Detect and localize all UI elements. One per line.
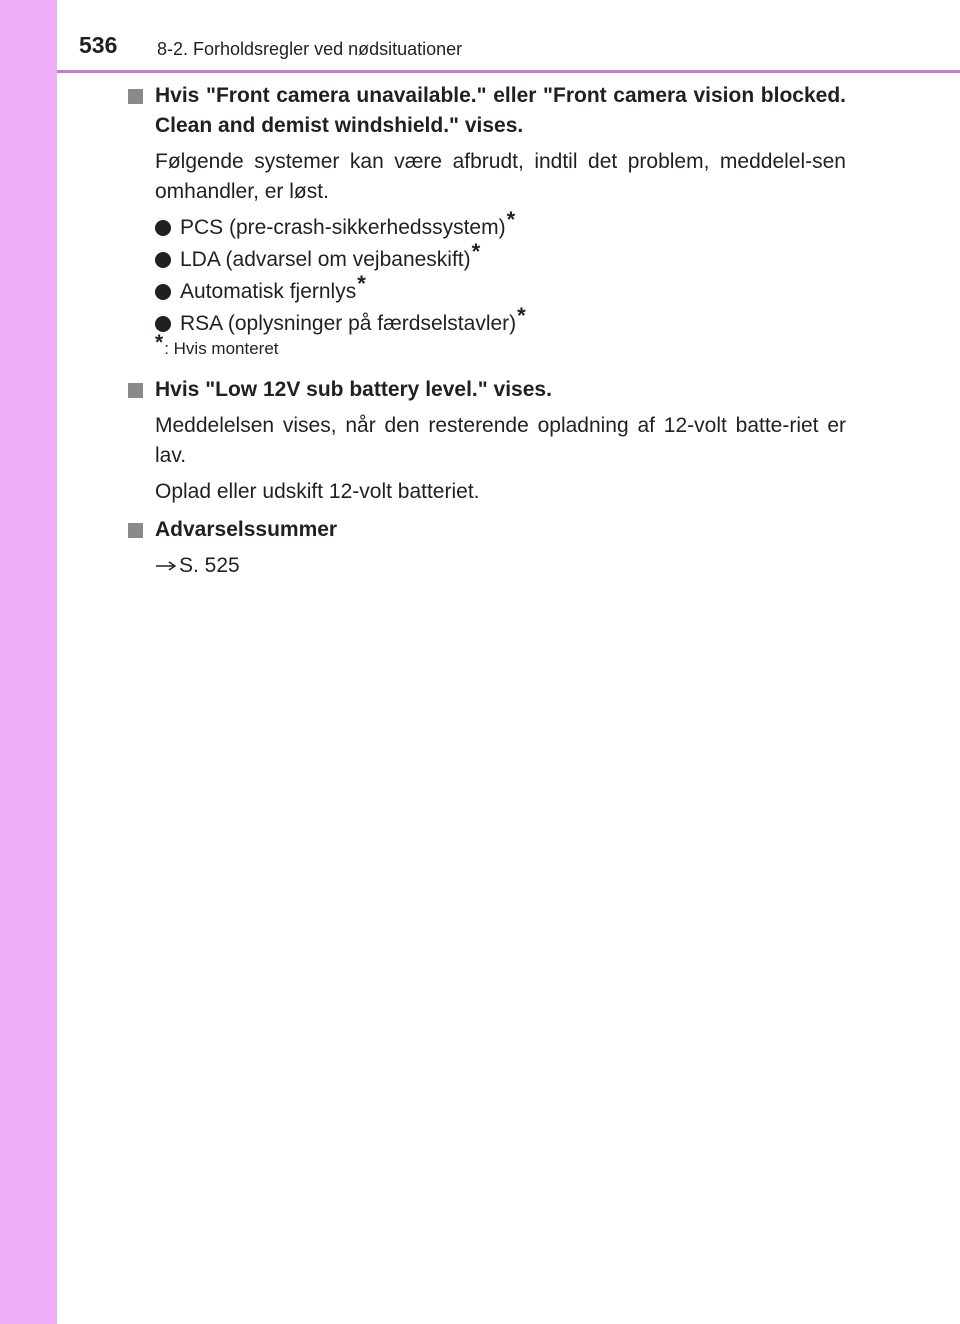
heading-text: Advarselssummer (155, 518, 338, 541)
page-reference-text: S. 525 (179, 554, 240, 577)
list-item-text: PCS (pre-crash-sikkerhedssystem) (180, 216, 506, 239)
round-bullet-icon (155, 316, 171, 332)
paragraph: Meddelelsen vises, når den resterende opladning af 12-volt batte-riet er lav. (155, 414, 846, 467)
list-item (128, 207, 846, 243)
round-bullet-icon (155, 284, 171, 300)
page-content (128, 81, 846, 581)
footnote (128, 331, 846, 361)
paragraph: Følgende systemer kan være afbrudt, indtil det problem, meddelel-sen omhandler, er løst. (155, 150, 846, 203)
asterisk-mark: * (517, 303, 526, 328)
section-heading-warning-buzzer (128, 515, 846, 545)
square-bullet-icon (128, 523, 143, 538)
list-item-text: LDA (advarsel om vejbaneskift) (180, 248, 471, 271)
square-bullet-icon (128, 383, 143, 398)
side-color-band (0, 0, 57, 1324)
heading-text: Hvis "Low 12V sub battery level." vises. (155, 378, 552, 401)
footnote-text: : Hvis monteret (164, 339, 279, 358)
page-number: 536 (79, 32, 118, 58)
list-item (128, 239, 846, 275)
list-item-text: Automatisk fjernlys (180, 280, 357, 303)
paragraph: Oplad eller udskift 12-volt batteriet. (155, 480, 480, 503)
section-heading-low-battery (128, 375, 846, 405)
section-heading-front-camera (128, 81, 846, 141)
asterisk-mark: * (471, 239, 481, 264)
arrow-right-icon (155, 560, 177, 572)
asterisk-mark: * (155, 331, 164, 354)
round-bullet-icon (155, 252, 171, 268)
round-bullet-icon (155, 220, 171, 236)
asterisk-mark: * (357, 271, 366, 296)
list-item (128, 303, 846, 339)
list-item (128, 271, 846, 307)
page-reference[interactable] (128, 551, 846, 581)
square-bullet-icon (128, 89, 143, 104)
asterisk-mark: * (506, 207, 516, 232)
list-item-text: RSA (oplysninger på færdselstavler) (180, 312, 517, 335)
header-divider (57, 70, 960, 73)
section-title: 8-2. Forholdsregler ved nødsituationer (157, 39, 463, 59)
heading-text: Hvis "Front camera unavailable." eller "Front camera vision blocked. Clean and demist windshield." vises. (155, 84, 846, 137)
